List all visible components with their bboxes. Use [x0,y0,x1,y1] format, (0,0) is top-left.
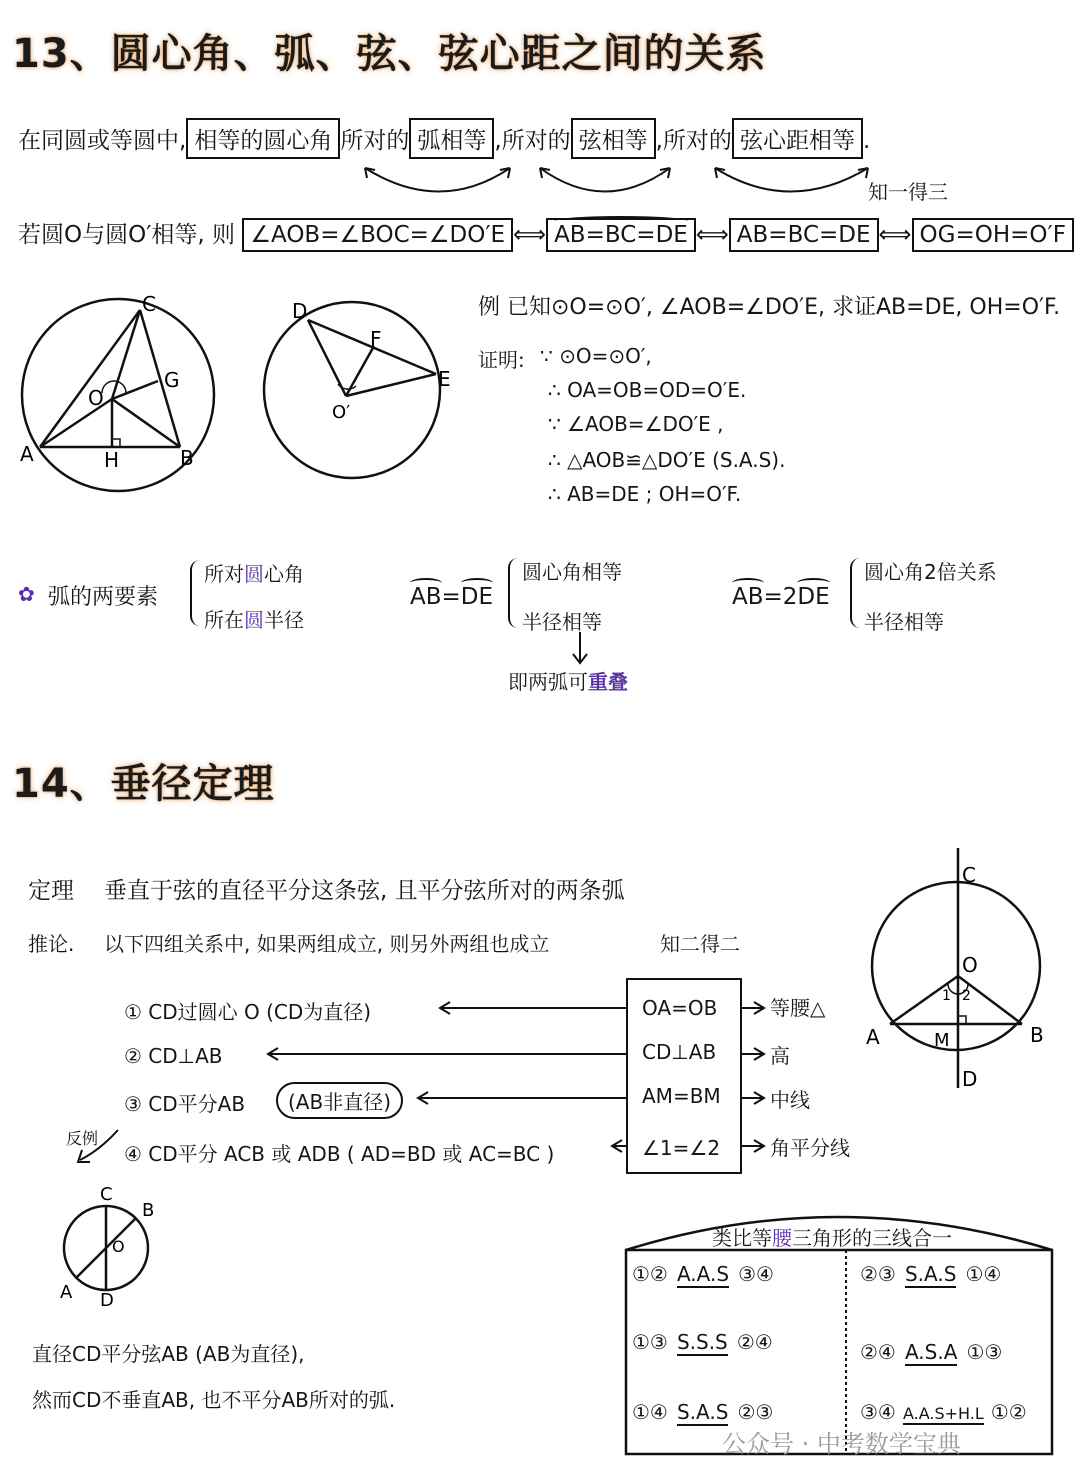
statement-mid2: ,所对的 [494,128,571,154]
result-altitude: 高 [770,1044,790,1068]
cell6-method: A.A.S+H.L [902,1404,984,1423]
condition-3: ③ CD平分AB [124,1092,246,1116]
label-angle-2: 2 [962,988,971,1004]
label-C4: C [100,1184,113,1205]
circle-equality-statement [18,216,1074,252]
iff-arrow-3: ⟺ [878,222,912,248]
arrow-heads-3 [715,168,868,178]
cell4-left: ②④ [860,1340,896,1364]
arc-AB-1: AB [410,584,442,610]
radius-OC [112,310,140,399]
cell4-right: ①③ [966,1340,1003,1364]
figure-circle-1 [20,292,240,495]
cell5-left: ①④ [632,1400,668,1424]
cell5-method: S.A.S [676,1400,729,1424]
arc-AB-2: AB [732,584,764,610]
cell2-method: S.A.S [904,1262,957,1286]
label-B3: B [1030,1023,1044,1047]
counter-example-label: 反例 [66,1129,99,1148]
arc-equality-2 [732,584,830,610]
table-title-hl: 腰 [772,1226,792,1250]
radius-OB [112,399,180,447]
label-A: A [20,442,34,466]
arrow-arc-3 [715,168,868,192]
label-A4: A [60,1282,73,1303]
label-O-prime: O′ [332,402,351,423]
label-B: B [180,446,194,470]
label-G: G [164,368,180,392]
result-median: 中线 [770,1088,810,1112]
theorem-text: 垂直于弦的直径平分这条弦, 且平分弦所对的两条弧 [104,878,625,904]
arc-eq-sign-2: =2 [763,584,798,610]
corollary-text: 以下四组关系中, 如果两组成立, 则另外两组也成立 [104,932,550,956]
box-angles-equal: ∠AOB=∠BOC=∠DO′E [242,218,513,252]
proof-label: 证明: [478,348,525,372]
box-chord-distance: 弦心距相等 [732,118,863,159]
box-distances-equal: OG=OH=O′F [912,218,1074,252]
box-chord: 弦相等 [571,118,656,159]
statement-mid3: ,所对的 [655,128,732,154]
cell3-method: S.S.S [676,1330,728,1354]
analogy-table-title [712,1222,952,1251]
label-D4: D [100,1290,114,1311]
statement-end: . [862,128,871,154]
arc-element-1-pre: 所对 [204,562,244,586]
arc-equality-1 [410,584,493,610]
arc-element-1-hl: 圆 [244,562,264,586]
know-two-get-two: 知二得二 [660,932,740,956]
line2-prefix: 若圆O与圆O′相等, 则 [18,222,236,248]
label-D3: D [962,1067,978,1091]
box-central-angle: 相等的圆心角 [186,118,340,159]
table-cell-3 [632,1330,842,1356]
cell2-left: ②③ [860,1262,896,1286]
overlap-result-pre: 即两弧可 [508,670,588,694]
iff-arrow-2: ⟺ [695,222,729,248]
label-M3: M [934,1030,950,1051]
figure-circle-2 [260,298,460,488]
cell6-left: ③④ [860,1400,896,1424]
cell4-method: A.S.A [904,1340,958,1364]
property-1: OA=OB [642,996,718,1020]
eq1-condition-1: 圆心角相等 [522,560,622,584]
counter-note-1: 直径CD平分弦AB (AB为直径), [32,1342,305,1366]
property-3: AM=BM [642,1084,721,1108]
arc-DE-1: DE [460,584,494,610]
cell5-right: ②③ [737,1400,774,1424]
arcs-equal-text: AB=BC=DE [554,222,688,248]
overlap-result-hl: 重叠 [588,670,628,694]
property-2: CD⊥AB [642,1040,717,1064]
condition-4: ④ CD平分 ACB 或 ADB ( AD=BD 或 AC=BC ) [124,1142,555,1166]
segment-OG [112,381,158,399]
radius-OE [346,374,436,396]
figure-counter-example [56,1180,166,1310]
statement-prefix: 在同圆或等圆中, [18,128,187,154]
proof-step-4: ∴ △AOB≌△DO′E (S.A.S). [548,448,786,472]
cell1-method: A.A.S [676,1262,730,1286]
label-O4: O [112,1237,125,1256]
label-O: O [88,386,104,410]
brace-arc-elements [190,560,202,626]
result-isosceles: 等腰△ [770,996,826,1020]
arc-element-2-hl: 圆 [244,608,264,632]
eq1-condition-2: 半径相等 [522,610,602,634]
proof-step-5: ∴ AB=DE ; OH=O′F. [548,482,742,506]
proof-step-1: ∵ ⊙O=⊙O′, [540,344,652,368]
statement-mid1: 所对的 [340,128,410,154]
arc-element-1 [204,558,304,587]
proof-step-2: ∴ OA=OB=OD=O′E. [548,378,747,402]
condition-1: ① CD过圆心 O (CD为直径) [124,1000,372,1024]
proof-step-3: ∵ ∠AOB=∠DO′E , [548,412,724,436]
arc-element-1-post: 心角 [264,562,304,586]
iff-arrow-1: ⟺ [513,222,547,248]
label-C: C [142,292,156,316]
arrow-heads-1 [365,168,510,178]
section-13-title: 13、圆心角、弧、弦、弦心距之间的关系 [12,31,767,77]
radius-OD [308,320,346,396]
table-cell-5 [632,1400,842,1426]
watermark: 公众号 · 中考数学宝典 [722,1430,961,1458]
brace-eq2 [850,558,862,628]
flower-icon: ✿ [18,582,35,606]
condition-2: ② CD⊥AB [124,1044,223,1068]
chord-AC [40,310,140,447]
arrow-heads-2 [540,168,670,178]
result-bisector: 角平分线 [770,1136,850,1160]
arrow-arc-1 [365,168,510,192]
label-B4: B [142,1200,155,1221]
table-cell-4 [860,1340,1060,1366]
box-chords-equal: AB=BC=DE [729,218,879,252]
condition-3-note: (AB非直径) [276,1082,403,1119]
label-E: E [438,367,451,391]
label-H: H [104,448,120,472]
cell2-right: ①④ [965,1262,1002,1286]
brace-eq1 [508,558,520,628]
cell1-left: ①② [632,1262,668,1286]
table-cell-2 [860,1262,1060,1288]
corollary-label: 推论. [28,932,75,956]
arc-DE-2: DE [797,584,830,610]
circle-2 [264,302,440,478]
box-arc: 弧相等 [409,118,494,159]
label-D: D [292,299,308,323]
property-4: ∠1=∠2 [642,1136,721,1160]
know-one-get-three: 知一得三 [868,180,948,204]
arc-element-2-post: 半径 [264,608,304,632]
table-title-pre: 类比等 [712,1226,772,1250]
figure-chord-diameter [862,848,1062,1098]
table-cell-1 [632,1262,842,1288]
cell3-left: ①③ [632,1330,668,1354]
section-14-title: 14、垂径定理 [12,761,275,807]
overlap-result [508,666,628,695]
cell6-right: ①② [990,1400,1027,1424]
label-F: F [370,327,382,351]
cell3-right: ②④ [736,1330,773,1354]
theorem-label: 定理 [28,878,74,904]
arc-element-2 [204,604,304,633]
arc-elements-label: 弧的两要素 [48,585,159,610]
box-arcs-equal [546,218,696,252]
arc-eq-sign-1: = [441,584,461,610]
table-cell-6 [860,1400,1060,1425]
counter-note-2: 然而CD不垂直AB, 也不平分AB所对的弧. [32,1388,396,1412]
example-statement: 例 已知⊙O=⊙O′, ∠AOB=∠DO′E, 求证AB=DE, OH=O′F. [478,295,1061,320]
arrow-arc-2 [540,168,670,192]
label-O3: O [962,953,978,977]
label-angle-1: 1 [942,988,951,1004]
cell1-right: ③④ [738,1262,774,1286]
label-C3: C [962,863,976,887]
arc-element-2-pre: 所在 [204,608,244,632]
eq2-condition-1: 圆心角2倍关系 [864,560,997,584]
label-A3: A [866,1025,880,1049]
table-title-post: 三角形的三线合一 [792,1226,952,1250]
eq2-condition-2: 半径相等 [864,610,944,634]
down-arrow [570,632,590,666]
